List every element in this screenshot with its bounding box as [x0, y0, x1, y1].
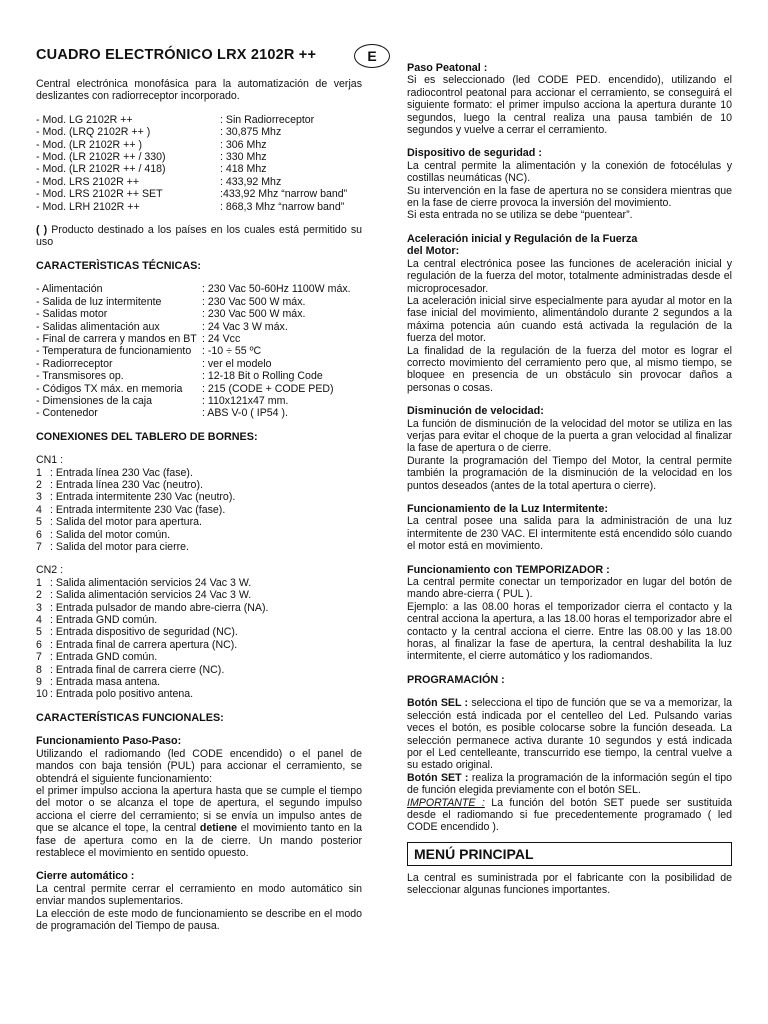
spec-row-value: : 24 Vac 3 W máx. — [202, 320, 288, 333]
timer-p1: La central permite conectar un temporizador en lugar del botón de mando abre-cierra ( PUL ). — [407, 576, 732, 601]
spec-row — [36, 383, 362, 395]
safety-p1: La central permite la alimentación y la conexión de fotocélulas y costillas neumáticas (NC). — [407, 159, 732, 185]
cn1-terminal — [36, 541, 362, 553]
cn1-terminal-label: 1 — [36, 466, 42, 479]
cn2-terminal — [36, 602, 362, 614]
title-row — [36, 44, 386, 66]
cn2-terminal-value: : Salida alimentación servicios 24 Vac 3 W. — [50, 589, 252, 602]
cn2-list — [36, 577, 362, 701]
slowdown-title: Disminución de velocidad: — [407, 405, 544, 418]
cn1-terminal-label: 4 — [36, 503, 42, 516]
peatonal-paragraph: Si es seleccionado (led CODE PED. encendido), utilizando el radiocontrol peatonal para accionar el cerramiento, se conseguirá el siguiente formato: el primer impulso acciona la apertura durante 10 segundos, luego la central realiza una pausa también de 10 segundos y vuelve a cerrar el cerramiento. — [407, 74, 732, 137]
left-column — [36, 78, 362, 932]
model-row-label: - Mod. LG 2102R ++ — [36, 113, 133, 126]
paso-paso-title: Funcionamiento Paso-Paso: — [36, 735, 182, 748]
cn2-terminal-value: : Entrada final de carrera apertura (NC). — [50, 638, 238, 651]
timer-p2: Ejemplo: a las 08.00 horas el temporizador cierra el contacto y la central acciona la apertura, a las 18.00 horas el temporizador abre el contacto y la central acciona el cierre. Entre las 08.00 y las 18.00 horas, al finalizar la fase de apertura, la central deshabilita la luz intermitente, el cierre automático y los radiomandos. — [407, 600, 732, 663]
model-row-value: : 306 Mhz — [220, 138, 267, 151]
cn1-terminal-value: : Entrada línea 230 Vac (neutro). — [50, 478, 203, 491]
programming-title: PROGRAMACIÓN : — [407, 673, 505, 686]
important-paragraph — [407, 797, 732, 834]
model-row-label: - Mod. LRS 2102R ++ SET — [36, 188, 163, 201]
cn2-terminal — [36, 626, 362, 638]
important-label: IMPORTANTE : — [407, 796, 485, 809]
cn2-terminal — [36, 688, 362, 700]
model-row-value: : Sin Radiorreceptor — [220, 113, 315, 126]
cn2-terminal-value: : Entrada GND común. — [50, 651, 158, 664]
spec-row-label: - Salidas motor — [36, 308, 108, 321]
cn2-terminal-value: : Entrada polo positivo antena. — [50, 688, 194, 701]
cn2-terminal-label: 9 — [36, 676, 42, 689]
peatonal-title: Paso Peatonal : — [407, 62, 488, 74]
spec-row — [36, 308, 362, 320]
cn1-label: CN1 : — [36, 454, 64, 467]
model-row-label: - Mod. (LR 2102R ++ ) — [36, 138, 142, 151]
cn1-list — [36, 467, 362, 554]
spec-row-value: : 215 (CODE + CODE PED) — [202, 382, 334, 395]
spec-row-label: - Dimensiones de la caja — [36, 394, 152, 407]
spec-row-value: : 110x121x47 mm. — [202, 394, 289, 407]
cn1-terminal-value: : Entrada intermitente 230 Vac (neutro). — [50, 491, 236, 504]
cn1-terminal-label: 3 — [36, 491, 42, 504]
acceleration-p3: La finalidad de la regulación de la fuerza del motor es lograr el correcto movimiento del cerramiento pero que, al mismo tiempo, se bloquee en presencia de un obstáculo sin provocar daños a personas o cosas. — [407, 344, 732, 394]
model-row-label: - Mod. (LR 2102R ++ / 418) — [36, 163, 166, 176]
safety-p2: Su intervención en la fase de apertura no se considera mientras que en la fase de cierre provoca la inversión del movimiento. — [407, 184, 732, 210]
cn1-terminal-label: 6 — [36, 528, 42, 541]
cn2-terminal-value: : Entrada pulsador de mando abre-cierra (NA). — [50, 601, 269, 614]
spec-row-value: : -10 ÷ 55 ºC — [202, 345, 262, 358]
cn1-terminal — [36, 529, 362, 541]
slowdown-p1: La función de disminución de la velocidad del motor se utiliza en las verjas para evitar el choque de la puerta a gran velocidad al finalizar la fase de apertura o de cierre. — [407, 417, 732, 455]
cn1-terminal — [36, 491, 362, 503]
model-row — [36, 126, 362, 138]
model-row-label: - Mod. (LR 2102R ++ / 330) — [36, 151, 166, 164]
acceleration-title-2: del Motor: — [407, 245, 460, 258]
spec-row — [36, 321, 362, 333]
cn1-terminal-value: : Salida del motor común. — [50, 528, 171, 541]
connections-heading: CONEXIONES DEL TABLERO DE BORNES: — [36, 430, 258, 443]
cn2-terminal-label: 10 — [36, 688, 48, 701]
auto-close-p2: La elección de este modo de funcionamiento se describe en el modo de programación del Tiempo de pausa. — [36, 907, 362, 932]
language-badge: E — [354, 44, 390, 68]
spec-row — [36, 345, 362, 357]
note-marker: ( ) — [36, 224, 48, 237]
cn2-terminal-label: 3 — [36, 601, 42, 614]
sel-button-label: Botón SEL : — [407, 697, 469, 710]
important-text: La función del botón SET puede ser sustituida desde el radiomando si fue precedentemente programado ( led CODE encendido ). — [407, 796, 733, 834]
flasher-paragraph: La central posee una salida para la administración de una luz intermitente de 230 VAC. El intermitente está encendido sólo cuando el motor está en movimiento. — [407, 515, 732, 553]
spec-row-label: - Salidas alimentación aux — [36, 320, 160, 333]
flasher-title: Funcionamiento de la Luz Intermitente: — [407, 503, 608, 515]
cn2-terminal-value: : Entrada masa antena. — [50, 676, 161, 689]
spec-row — [36, 283, 362, 295]
model-row — [36, 139, 362, 151]
spec-row-label: - Contenedor — [36, 407, 98, 420]
paso-p2-a: el primer impulso acciona la apertura hasta que se cumple el tiempo del motor o se alcanza el tope de apertura, el segundo impulso acciona el cierre del cerramiento; si se envía un impulso antes de que se alcance el tope, la central — [36, 784, 362, 835]
cn2-terminal-value: : Entrada GND común. — [50, 614, 158, 627]
cn1-terminal-label: 7 — [36, 541, 42, 553]
paso-paso-p2 — [36, 785, 362, 859]
spec-row-value: : 230 Vac 500 W máx. — [202, 295, 306, 308]
spec-row-label: - Alimentación — [36, 283, 103, 296]
cn2-terminal-label: 8 — [36, 663, 42, 676]
cn2-terminal-value: : Entrada dispositivo de seguridad (NC). — [50, 626, 238, 639]
paso-p2-c: el movimiento tanto en la fase de apertura como en la de cierre. Un mando posterior restablece el movimiento en sentido opuesto. — [36, 822, 362, 859]
cn1-terminal-value: : Salida del motor para cierre. — [50, 541, 189, 553]
document-title: CUADRO ELECTRÓNICO LRX 2102R ++ — [36, 47, 317, 63]
spec-row-value: : ABS V-0 ( IP54 ). — [202, 407, 288, 420]
cn2-terminal — [36, 676, 362, 688]
spec-row — [36, 395, 362, 407]
model-row-label: - Mod. LRS 2102R ++ — [36, 175, 140, 188]
availability-note — [36, 224, 362, 249]
model-row-value: : 418 Mhz — [220, 163, 267, 176]
spec-row — [36, 296, 362, 308]
cn2-terminal — [36, 651, 362, 663]
cn1-terminal — [36, 479, 362, 491]
cn2-terminal-label: 1 — [36, 576, 42, 589]
set-button-text: realiza la programación de la información según el tipo de función elegida previamente con el botón SEL. — [407, 771, 732, 797]
spec-list — [36, 283, 362, 419]
cn1-terminal — [36, 467, 362, 479]
spec-row — [36, 333, 362, 345]
sel-button-text: selecciona el tipo de función que se va a memorizar, la selección está indicada por el centelleo del Led. Pulsando varias veces el botón, es posible colocarse sobre la función deseada. La selección permanece activa durante 10 segundos y está indicada por el Led centelleante, transcurrido ese tiempo, la central vuelve a su estado original. — [407, 697, 733, 772]
model-row-value: : 433,92 Mhz — [220, 175, 282, 188]
acceleration-title-1: Aceleración inicial y Regulación de la Fuerza — [407, 232, 638, 245]
sel-button-paragraph — [407, 697, 732, 771]
cn2-label: CN2 : — [36, 564, 64, 577]
spec-row-label: - Salida de luz intermitente — [36, 295, 162, 308]
spec-row-label: - Temperatura de funcionamiento — [36, 345, 192, 358]
spec-row-value: : 230 Vac 50-60Hz 1100W máx. — [202, 283, 351, 296]
model-row-label: - Mod. LRH 2102R ++ — [36, 200, 140, 213]
model-row — [36, 176, 362, 188]
model-row-value: :433,92 Mhz “narrow band” — [220, 188, 348, 201]
paso-p2-bold: detiene — [199, 822, 237, 835]
cn1-terminal-label: 2 — [36, 478, 42, 491]
auto-close-title: Cierre automático : — [36, 870, 135, 883]
acceleration-p1: La central electrónica posee las funciones de aceleración inicial y regulación de la fuerza del motor, totalmente administradas desde el microprocesador. — [407, 257, 732, 295]
cn2-terminal-value: : Entrada final de carrera cierre (NC). — [50, 663, 225, 676]
cn2-terminal — [36, 614, 362, 626]
right-column — [407, 62, 732, 897]
cn1-terminal-value: : Salida del motor para apertura. — [50, 516, 202, 529]
model-row — [36, 114, 362, 126]
cn1-terminal-label: 5 — [36, 516, 42, 529]
spec-row-label: - Códigos TX máx. en memoria — [36, 382, 183, 395]
safety-p3: Si esta entrada no se utiliza se debe “puentear”. — [407, 209, 633, 222]
spec-row-label: - Radiorreceptor — [36, 357, 113, 370]
model-row — [36, 151, 362, 163]
cn2-terminal-label: 4 — [36, 614, 42, 627]
model-row-label: - Mod. (LRQ 2102R ++ ) — [36, 126, 151, 139]
model-row — [36, 163, 362, 175]
cn2-terminal — [36, 664, 362, 676]
cn2-terminal — [36, 639, 362, 651]
safety-title: Dispositivo de seguridad : — [407, 147, 542, 160]
main-menu-paragraph: La central es suministrada por el fabricante con la posibilidad de seleccionar algunas funciones importantes. — [407, 871, 732, 897]
slowdown-p2: Durante la programación del Tiempo del Motor, la central permite también la programación de la disminución de la velocidad en los puntos deseados (antes de la total apertura o cierre). — [407, 454, 732, 492]
spec-row — [36, 370, 362, 382]
model-list — [36, 114, 362, 213]
spec-row-value: : 12-18 Bit o Rolling Code — [202, 370, 323, 383]
model-row — [36, 201, 362, 213]
timer-title: Funcionamiento con TEMPORIZADOR : — [407, 563, 610, 576]
spec-row-value: : 230 Vac 500 W máx. — [202, 308, 306, 321]
cn2-terminal-label: 5 — [36, 626, 42, 639]
spec-row-value: : 24 Vcc — [202, 332, 241, 345]
cn2-terminal-label: 7 — [36, 651, 42, 664]
cn2-terminal-label: 6 — [36, 638, 42, 651]
spec-row-label: - Final de carrera y mandos en BT — [36, 332, 197, 345]
model-row-value: : 868,3 Mhz “narrow band” — [220, 200, 345, 213]
model-row-value: : 330 Mhz — [220, 151, 267, 164]
model-row-value: : 30,875 Mhz — [220, 126, 282, 139]
note-text: Producto destinado a los países en los cuales está permitido su uso — [36, 224, 363, 249]
paso-paso-p1: Utilizando el radiomando (led CODE encendido) o el panel de mandos con baja tensión (PUL) para accionar el cerramiento, se obtendrá el siguiente funcionamiento: — [36, 747, 362, 785]
main-menu-title: MENÚ PRINCIPAL — [407, 842, 732, 866]
acceleration-p2: La aceleración inicial sirve especialmente para ayudar al motor en la fase inicial del movimiento, alimentándolo durante 2 segundos a la máxima potencia aún cuando está activada la regulación de la fuerza del motor. — [407, 294, 732, 345]
set-button-paragraph — [407, 772, 732, 797]
tech-heading: CARACTERÌSTICAS TÉCNICAS: — [36, 259, 201, 272]
cn2-terminal — [36, 577, 362, 589]
spec-row — [36, 407, 362, 419]
cn1-terminal-value: : Entrada línea 230 Vac (fase). — [50, 466, 193, 479]
spec-row-label: - Transmisores op. — [36, 370, 124, 383]
intro-paragraph: Central electrónica monofásica para la automatización de verjas deslizantes con radiorreceptor incorporado. — [36, 78, 362, 103]
functional-heading: CARACTERÍSTICAS FUNCIONALES: — [36, 711, 224, 724]
cn1-terminal — [36, 516, 362, 528]
spec-row-value: : ver el modelo — [202, 357, 272, 370]
cn1-terminal — [36, 504, 362, 516]
spec-row — [36, 358, 362, 370]
model-row — [36, 188, 362, 200]
auto-close-p1: La central permite cerrar el cerramiento en modo automático sin enviar mandos suplementarios. — [36, 882, 362, 908]
cn2-terminal — [36, 589, 362, 601]
cn2-terminal-label: 2 — [36, 589, 42, 602]
cn1-terminal-value: : Entrada intermitente 230 Vac (fase). — [50, 503, 226, 516]
set-button-label: Botón SET : — [407, 771, 469, 784]
cn2-terminal-value: : Salida alimentación servicios 24 Vac 3 W. — [50, 576, 252, 589]
